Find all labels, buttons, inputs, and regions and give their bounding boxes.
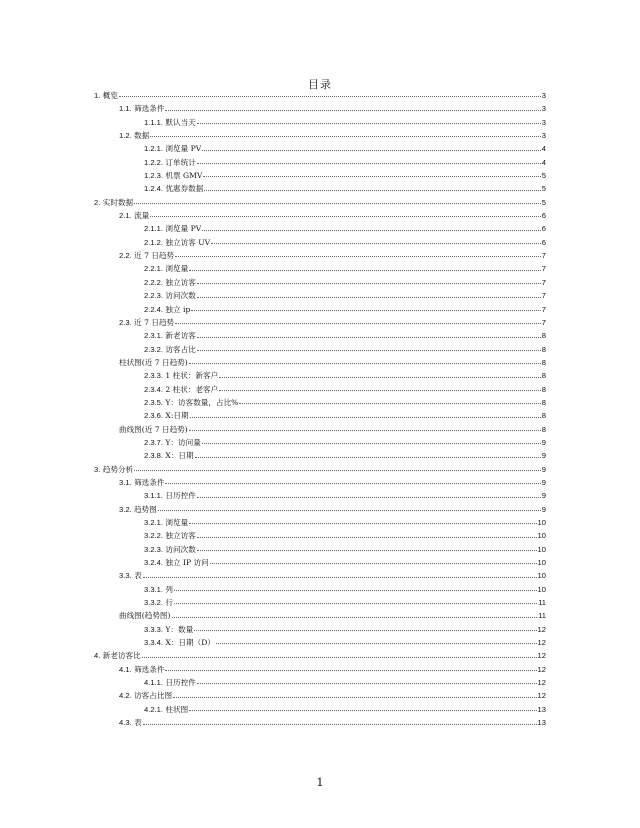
toc-entry[interactable] bbox=[94, 343, 546, 356]
toc-entry-number: 2.2.4. bbox=[144, 304, 163, 314]
toc-entry-text: 趋势分析 bbox=[102, 464, 134, 474]
toc-entry-number: 3.3.4. bbox=[144, 638, 163, 648]
toc-entry[interactable] bbox=[94, 182, 546, 195]
dot-leader bbox=[203, 176, 540, 177]
toc-entry-page: 6 bbox=[541, 237, 546, 247]
toc-entry-number: 3.2.3. bbox=[144, 544, 163, 554]
dot-leader bbox=[197, 350, 541, 351]
toc-entry[interactable] bbox=[94, 663, 546, 676]
dot-leader bbox=[142, 657, 537, 658]
toc-entry-number: 2.3.8. bbox=[144, 451, 163, 461]
toc-entry-label bbox=[144, 516, 188, 529]
toc-entry-text: 概览 bbox=[102, 91, 118, 100]
toc-entry-label bbox=[144, 703, 188, 716]
toc-entry-page: 6 bbox=[541, 211, 546, 221]
toc-entry-number: 3.1.1. bbox=[144, 491, 163, 501]
toc-entry-number: 1. bbox=[94, 91, 101, 100]
toc-entry[interactable] bbox=[94, 369, 546, 382]
toc-entry-number: 1.1.1. bbox=[144, 117, 163, 127]
toc-entry-text: 流量 bbox=[134, 211, 150, 221]
toc-entry-page: 12 bbox=[537, 638, 546, 648]
toc-entry-text: 表 bbox=[134, 571, 142, 581]
toc-entry-number: 3.3.1. bbox=[144, 584, 163, 594]
dot-leader bbox=[219, 390, 541, 391]
toc-entry-text: 实时数据 bbox=[102, 197, 134, 207]
toc-entry-label bbox=[144, 556, 209, 569]
toc-entry-page: 10 bbox=[537, 518, 546, 527]
toc-entry-label bbox=[144, 329, 196, 342]
dot-leader bbox=[150, 136, 540, 137]
toc-entry-label bbox=[144, 543, 196, 556]
toc-entry-text: Y：访问量 bbox=[165, 437, 201, 447]
toc-entry-page: 5 bbox=[541, 171, 546, 181]
dot-leader bbox=[189, 523, 536, 524]
toc-entry-text: 趋势图 bbox=[134, 504, 157, 514]
toc-entry[interactable] bbox=[94, 303, 546, 316]
toc-entry-label bbox=[144, 169, 202, 182]
dot-leader bbox=[194, 630, 536, 631]
toc-entry-label bbox=[144, 676, 196, 689]
toc-entry-label bbox=[144, 222, 201, 235]
toc-entry-number: 2.1. bbox=[119, 211, 132, 221]
toc-entry-number: 2.1.1. bbox=[144, 224, 163, 234]
toc-entry-number: 3. bbox=[94, 464, 101, 474]
dot-leader bbox=[197, 497, 541, 498]
toc-entry[interactable] bbox=[94, 623, 546, 636]
toc-entry-page: 8 bbox=[541, 384, 546, 394]
toc-entry-label bbox=[144, 276, 196, 289]
toc-entry-page: 9 bbox=[541, 491, 546, 501]
toc-entry[interactable] bbox=[94, 249, 546, 262]
toc-entry[interactable] bbox=[94, 436, 546, 449]
toc-entry-number: 3.2.2. bbox=[144, 531, 163, 541]
toc-entry-text: 访问次数 bbox=[165, 291, 196, 301]
toc-entry[interactable] bbox=[94, 583, 546, 596]
dot-leader bbox=[143, 577, 537, 578]
toc-entry-number: 4.1. bbox=[119, 664, 132, 674]
toc-entry[interactable] bbox=[94, 516, 546, 529]
toc-entry-label bbox=[144, 596, 173, 609]
toc-entry-page: 3 bbox=[541, 117, 546, 127]
toc-entry-text: 新老访客比 bbox=[102, 651, 141, 661]
toc-entry[interactable] bbox=[94, 423, 546, 436]
toc-entry-page: 12 bbox=[537, 691, 546, 701]
toc-entry-label bbox=[144, 583, 173, 596]
dot-leader bbox=[165, 670, 536, 671]
toc-entry-page: 8 bbox=[541, 357, 546, 367]
toc-entry-label bbox=[94, 649, 141, 662]
dot-leader bbox=[211, 243, 541, 244]
toc-entry[interactable] bbox=[94, 102, 546, 115]
toc-entry-page: 9 bbox=[541, 451, 546, 461]
toc-entry[interactable] bbox=[94, 596, 546, 609]
toc-entry[interactable] bbox=[94, 609, 546, 622]
dot-leader bbox=[189, 430, 541, 431]
page-number: 1 bbox=[316, 776, 324, 789]
toc-entry-page: 8 bbox=[541, 411, 546, 421]
toc-entry[interactable] bbox=[94, 636, 546, 649]
toc-entry-text: X:日期 bbox=[165, 411, 189, 421]
toc-entry-number: 3.2. bbox=[119, 504, 132, 514]
toc-entry-number: 2.3.3. bbox=[144, 371, 163, 381]
toc-entry-number: 1.2. bbox=[119, 131, 132, 141]
toc-entry-page: 6 bbox=[541, 224, 546, 234]
toc-entry-number: 2.2.1. bbox=[144, 264, 163, 274]
toc-entry-label bbox=[94, 89, 118, 102]
toc-entry[interactable] bbox=[94, 689, 546, 702]
toc-entry-page: 9 bbox=[541, 464, 546, 474]
toc-entry-page: 5 bbox=[541, 197, 546, 207]
toc-entry-label bbox=[119, 249, 174, 262]
toc-entry-label bbox=[144, 156, 196, 169]
dot-leader bbox=[134, 470, 541, 471]
toc-entry-page: 4 bbox=[541, 144, 546, 154]
toc-entry-page: 11 bbox=[538, 598, 546, 608]
toc-entry-number: 2.2.3. bbox=[144, 291, 163, 301]
toc-entry-label bbox=[119, 356, 188, 369]
toc-entry[interactable] bbox=[94, 276, 546, 289]
dot-leader bbox=[189, 710, 536, 711]
toc-entry-label bbox=[119, 476, 164, 489]
dot-leader bbox=[190, 417, 541, 418]
toc-entry-page: 7 bbox=[541, 291, 546, 301]
toc-entry-text: 机票 GMV bbox=[165, 171, 203, 181]
toc-entry-text: 独立 IP 访问 bbox=[165, 558, 209, 568]
dot-leader bbox=[239, 403, 540, 404]
toc-entry-text: 浏览量 PV bbox=[165, 224, 202, 234]
toc-entry-label bbox=[144, 623, 193, 636]
toc-entry-label bbox=[144, 289, 196, 302]
toc-entry-number: 3.3.2. bbox=[144, 598, 163, 608]
toc-entry-page: 9 bbox=[541, 477, 546, 487]
dot-leader bbox=[173, 697, 536, 698]
toc-entry-page: 7 bbox=[541, 277, 546, 287]
toc-entry-number: 2.3.5. bbox=[144, 397, 163, 407]
toc-entry-text: 列 bbox=[165, 584, 174, 594]
toc-entry-page: 12 bbox=[537, 664, 546, 674]
toc-entry-label bbox=[144, 396, 238, 409]
toc-entry-text: 优惠券数据 bbox=[165, 184, 204, 194]
toc-entry-label bbox=[119, 569, 142, 582]
toc-entry-page: 8 bbox=[541, 344, 546, 354]
toc-entry[interactable] bbox=[94, 236, 546, 249]
toc-entry-label bbox=[94, 196, 133, 209]
toc-entry[interactable] bbox=[94, 129, 546, 142]
dot-leader bbox=[174, 590, 537, 591]
toc-entry-text: 订单统计 bbox=[165, 157, 196, 167]
dot-leader bbox=[197, 550, 537, 551]
toc-entry[interactable] bbox=[94, 503, 546, 516]
toc-entry[interactable] bbox=[94, 156, 546, 169]
dot-leader bbox=[150, 216, 540, 217]
toc-entry-page: 3 bbox=[541, 131, 546, 141]
toc-entry-label bbox=[119, 503, 157, 516]
dot-leader bbox=[197, 683, 537, 684]
toc-entry-label bbox=[144, 529, 196, 542]
toc-entry-text: Y：访客数量，占比% bbox=[165, 397, 239, 407]
toc-entry[interactable] bbox=[94, 489, 546, 502]
dot-leader bbox=[175, 323, 541, 324]
dot-leader bbox=[197, 337, 541, 338]
dot-leader bbox=[210, 563, 537, 564]
toc-entry-number: 3.3.3. bbox=[144, 624, 163, 634]
toc-entry-number: 1.2.4. bbox=[144, 184, 163, 194]
toc-entry-label bbox=[119, 423, 188, 436]
toc-entry-label bbox=[144, 182, 203, 195]
toc-entry-text: 行 bbox=[165, 598, 174, 608]
toc-entry-text: 浏览量 bbox=[165, 518, 189, 527]
dot-leader bbox=[202, 150, 541, 151]
dot-leader bbox=[119, 96, 541, 97]
dot-leader bbox=[197, 297, 541, 298]
toc-entry-text: 浏览量 PV bbox=[165, 144, 202, 154]
toc-entry-text: 筛选条件 bbox=[134, 477, 165, 487]
toc-entry-text: 独立访客 UV bbox=[165, 237, 211, 247]
toc-entry-number: 3.1. bbox=[119, 477, 132, 487]
toc-entry-label bbox=[119, 129, 149, 142]
toc-entry[interactable] bbox=[94, 222, 546, 235]
toc-entry-text: 独立访客 bbox=[165, 277, 196, 287]
toc-entry[interactable] bbox=[94, 703, 546, 716]
toc-entry-text: 默认当天 bbox=[165, 117, 196, 127]
toc-entry[interactable] bbox=[94, 463, 546, 476]
dot-leader bbox=[204, 190, 540, 191]
dot-leader bbox=[189, 363, 541, 364]
toc-entry-text: X：日期 bbox=[165, 451, 194, 461]
toc-entry-number: 2.3.6. bbox=[144, 411, 163, 421]
toc-entry-page: 12 bbox=[537, 678, 546, 688]
toc-title: 目录 bbox=[308, 78, 332, 91]
toc-entry[interactable] bbox=[94, 396, 546, 409]
toc-entry[interactable] bbox=[94, 556, 546, 569]
toc-entry-label bbox=[144, 303, 190, 316]
toc-entry-text: Y：数量 bbox=[165, 624, 194, 634]
toc-entry-page: 12 bbox=[537, 624, 546, 634]
toc-entry-label bbox=[144, 142, 201, 155]
dot-leader bbox=[197, 123, 541, 124]
toc-entry-label bbox=[119, 609, 171, 622]
toc-entry-text: 访客占比 bbox=[165, 344, 196, 354]
toc-entry-number: 2.3. bbox=[119, 317, 132, 327]
toc-entry-number: 2.2.2. bbox=[144, 277, 163, 287]
toc-entry[interactable] bbox=[94, 142, 546, 155]
toc-entry-text: 2 柱状：老客户 bbox=[165, 384, 219, 394]
toc-entry-page: 13 bbox=[537, 704, 546, 714]
toc-entry-label bbox=[144, 449, 194, 462]
dot-leader bbox=[158, 510, 541, 511]
toc-entry-page: 10 bbox=[537, 584, 546, 594]
toc-entry[interactable] bbox=[94, 209, 546, 222]
toc-entry-text: 独立访客 bbox=[165, 531, 196, 541]
toc-entry[interactable] bbox=[94, 716, 546, 729]
toc-entry-page: 10 bbox=[537, 558, 546, 568]
toc-entry-page: 12 bbox=[537, 651, 546, 661]
dot-leader bbox=[202, 230, 541, 231]
dot-leader bbox=[134, 203, 541, 204]
toc-entry-label bbox=[144, 636, 215, 649]
toc-entry-text: 访问次数 bbox=[165, 544, 196, 554]
toc-entry-text: 访客占比图 bbox=[134, 691, 173, 701]
dot-leader bbox=[172, 617, 538, 618]
toc-entry-number: 2.3.7. bbox=[144, 437, 163, 447]
toc-entry-text: X：日期（D） bbox=[165, 638, 215, 648]
toc-entry-page: 7 bbox=[541, 304, 546, 314]
toc-entry[interactable] bbox=[94, 116, 546, 129]
toc-entry-page: 11 bbox=[538, 611, 546, 621]
toc-entry-label bbox=[119, 102, 164, 115]
toc-entry-number: 4.3. bbox=[119, 718, 132, 728]
toc-entry[interactable] bbox=[94, 569, 546, 582]
toc-entry-number: 3.3. bbox=[119, 571, 132, 581]
dot-leader bbox=[143, 724, 537, 725]
toc-entry[interactable] bbox=[94, 89, 546, 102]
toc-entry-label bbox=[119, 209, 149, 222]
toc-entry-text: 浏览量 bbox=[165, 264, 189, 274]
dot-leader bbox=[165, 110, 540, 111]
toc-entry-label bbox=[119, 716, 142, 729]
toc-entry-label bbox=[144, 436, 201, 449]
toc-entry[interactable] bbox=[94, 262, 546, 275]
toc-entry-number: 2. bbox=[94, 197, 101, 207]
dot-leader bbox=[165, 483, 540, 484]
toc-entry[interactable] bbox=[94, 543, 546, 556]
toc-entry[interactable] bbox=[94, 356, 546, 369]
toc-entry-text: 近 7 日趋势 bbox=[134, 251, 175, 261]
toc-entry-page: 4 bbox=[541, 157, 546, 167]
toc-entry-number: 4. bbox=[94, 651, 101, 661]
toc-entry-number: 2.1.2. bbox=[144, 237, 163, 247]
dot-leader bbox=[197, 283, 541, 284]
dot-leader bbox=[219, 377, 541, 378]
toc-entry-page: 7 bbox=[541, 251, 546, 261]
dot-leader bbox=[202, 443, 541, 444]
toc-entry-page: 8 bbox=[541, 397, 546, 407]
toc-entry-page: 13 bbox=[537, 718, 546, 728]
toc-entry[interactable] bbox=[94, 169, 546, 182]
table-of-contents bbox=[94, 89, 546, 730]
toc-entry-text: 筛选条件 bbox=[134, 104, 165, 114]
dot-leader bbox=[174, 603, 537, 604]
toc-entry-text: 数据 bbox=[134, 131, 150, 141]
toc-entry[interactable] bbox=[94, 383, 546, 396]
toc-entry-label bbox=[144, 409, 189, 422]
toc-entry[interactable] bbox=[94, 449, 546, 462]
toc-entry[interactable] bbox=[94, 476, 546, 489]
toc-entry-label bbox=[144, 489, 196, 502]
toc-entry-page: 8 bbox=[541, 331, 546, 341]
toc-entry-text: 筛选条件 bbox=[134, 664, 165, 674]
toc-entry-page: 10 bbox=[537, 571, 546, 581]
toc-entry-label bbox=[119, 663, 164, 676]
toc-entry[interactable] bbox=[94, 316, 546, 329]
toc-entry-text: 独立 ip bbox=[165, 304, 191, 314]
toc-entry-page: 10 bbox=[537, 531, 546, 541]
toc-entry-page: 7 bbox=[541, 264, 546, 274]
toc-entry-number: 3.2.4. bbox=[144, 558, 163, 568]
toc-entry-page: 7 bbox=[541, 317, 546, 327]
toc-entry-number: 1.2.1. bbox=[144, 144, 163, 154]
dot-leader bbox=[175, 256, 541, 257]
toc-entry[interactable] bbox=[94, 649, 546, 662]
toc-entry[interactable] bbox=[94, 289, 546, 302]
toc-entry-label bbox=[119, 689, 172, 702]
toc-entry[interactable] bbox=[94, 529, 546, 542]
toc-entry-label bbox=[144, 116, 196, 129]
toc-entry[interactable] bbox=[94, 676, 546, 689]
dot-leader bbox=[195, 457, 541, 458]
toc-entry-page: 9 bbox=[541, 504, 546, 514]
toc-entry-text: 曲线图(趋势图) bbox=[119, 611, 171, 621]
toc-entry[interactable] bbox=[94, 329, 546, 342]
toc-entry-label bbox=[144, 236, 210, 249]
toc-entry-label bbox=[144, 369, 218, 382]
toc-entry-page: 5 bbox=[541, 184, 546, 194]
toc-entry-text: 柱状图(近 7 日趋势) bbox=[119, 357, 188, 367]
toc-entry-number: 2.3.2. bbox=[144, 344, 163, 354]
toc-entry-page: 8 bbox=[541, 424, 546, 434]
toc-entry-number: 2.3.4. bbox=[144, 384, 163, 394]
toc-entry-label bbox=[94, 463, 133, 476]
toc-entry[interactable] bbox=[94, 196, 546, 209]
toc-entry-number: 3.2.1. bbox=[144, 518, 163, 527]
toc-entry-number: 1.2.3. bbox=[144, 171, 163, 181]
toc-entry-text: 1 柱状：新客户 bbox=[165, 371, 219, 381]
toc-entry-number: 2.3.1. bbox=[144, 331, 163, 341]
toc-entry-text: 柱状图 bbox=[165, 704, 189, 714]
toc-entry-text: 新老访客 bbox=[165, 331, 196, 341]
toc-entry-page: 3 bbox=[541, 104, 546, 114]
toc-entry-page: 3 bbox=[541, 91, 546, 100]
dot-leader bbox=[216, 643, 537, 644]
dot-leader bbox=[197, 163, 541, 164]
toc-entry-number: 4.2. bbox=[119, 691, 132, 701]
toc-entry-number: 4.1.1. bbox=[144, 678, 163, 688]
toc-entry-number: 1.1. bbox=[119, 104, 132, 114]
toc-entry-text: 日历控件 bbox=[165, 678, 196, 688]
toc-entry-number: 4.2.1. bbox=[144, 704, 163, 714]
toc-entry-page: 9 bbox=[541, 437, 546, 447]
toc-entry-text: 近 7 日趋势 bbox=[134, 317, 175, 327]
dot-leader bbox=[189, 270, 541, 271]
toc-entry-text: 曲线图(近 7 日趋势) bbox=[119, 424, 188, 434]
toc-entry-page: 10 bbox=[537, 544, 546, 554]
toc-entry-text: 日历控件 bbox=[165, 491, 196, 501]
toc-entry[interactable] bbox=[94, 409, 546, 422]
toc-entry-label bbox=[119, 316, 174, 329]
toc-entry-label bbox=[144, 262, 188, 275]
toc-entry-label bbox=[144, 383, 218, 396]
dot-leader bbox=[197, 537, 537, 538]
toc-entry-number: 2.2. bbox=[119, 251, 132, 261]
toc-entry-label bbox=[144, 343, 196, 356]
toc-entry-number: 1.2.2. bbox=[144, 157, 163, 167]
toc-entry-text: 表 bbox=[134, 718, 142, 728]
toc-entry-page: 8 bbox=[541, 371, 546, 381]
dot-leader bbox=[191, 310, 540, 311]
